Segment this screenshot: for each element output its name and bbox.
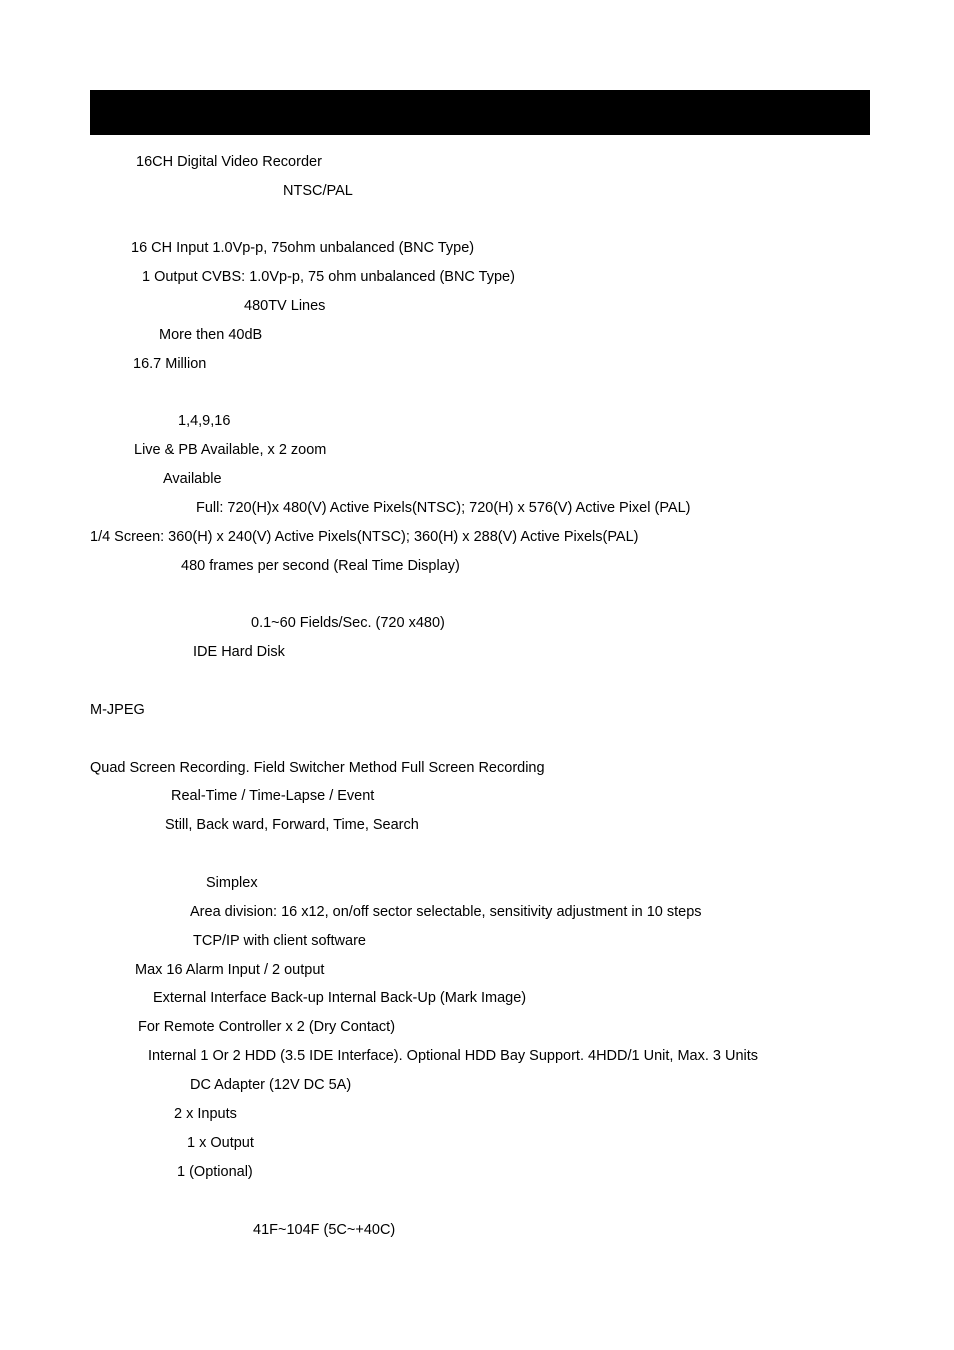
spec-value-line: 1 x Output (187, 1135, 254, 1151)
spec-value-line: Live & PB Available, x 2 zoom (134, 442, 327, 458)
header-bar (90, 90, 870, 135)
spec-value-line: DC Adapter (12V DC 5A) (190, 1077, 352, 1093)
spec-value-line: 16.7 Million (133, 356, 207, 372)
spec-value-line: Available (163, 471, 222, 487)
spec-value-line: 480TV Lines (244, 298, 326, 314)
spec-value-line: Quad Screen Recording. Field Switcher Method Full Screen Recording (90, 760, 545, 776)
spec-value-line: 1 Output CVBS: 1.0Vp-p, 75 ohm unbalanced (BNC Type) (142, 269, 515, 285)
spec-value-line: 41F~104F (5C~+40C) (253, 1222, 396, 1238)
spec-value-line: Area division: 16 x12, on/off sector selectable, sensitivity adjustment in 10 steps (190, 904, 702, 920)
spec-value-line: TCP/IP with client software (193, 933, 366, 949)
spec-value-line: Max 16 Alarm Input / 2 output (135, 962, 325, 978)
spec-value-line: 1/4 Screen: 360(H) x 240(V) Active Pixels(NTSC); 360(H) x 288(V) Active Pixels(PAL) (90, 529, 639, 545)
spec-value-line: 1 (Optional) (177, 1164, 253, 1180)
spec-value-line: IDE Hard Disk (193, 644, 285, 660)
spec-value-line: M-JPEG (90, 702, 145, 718)
spec-value-line: Real-Time / Time-Lapse / Event (171, 788, 375, 804)
spec-value-line: Internal 1 Or 2 HDD (3.5 IDE Interface). Optional HDD Bay Support. 4HDD/1 Unit, Max. 3 Units (148, 1048, 759, 1064)
spec-value-line: 16CH Digital Video Recorder (136, 154, 322, 170)
spec-value-line: More then 40dB (159, 327, 263, 343)
spec-value-line: External Interface Back-up Internal Back-Up (Mark Image) (153, 990, 527, 1006)
spec-value-line: 480 frames per second (Real Time Display) (181, 558, 460, 574)
spec-value-line: Still, Back ward, Forward, Time, Search (165, 817, 419, 833)
spec-value-line: 16 CH Input 1.0Vp-p, 75ohm unbalanced (BNC Type) (131, 240, 475, 256)
spec-value-line: For Remote Controller x 2 (Dry Contact) (138, 1019, 396, 1035)
spec-value-line: 1,4,9,16 (178, 413, 231, 429)
spec-value-line: 0.1~60 Fields/Sec. (720 x480) (251, 615, 445, 631)
spec-value-line: 2 x Inputs (174, 1106, 237, 1122)
spec-value-line: NTSC/PAL (283, 183, 353, 199)
spec-value-line: Simplex (206, 875, 258, 891)
spec-value-line: Full: 720(H)x 480(V) Active Pixels(NTSC); 720(H) x 576(V) Active Pixel (PAL) (196, 500, 691, 516)
